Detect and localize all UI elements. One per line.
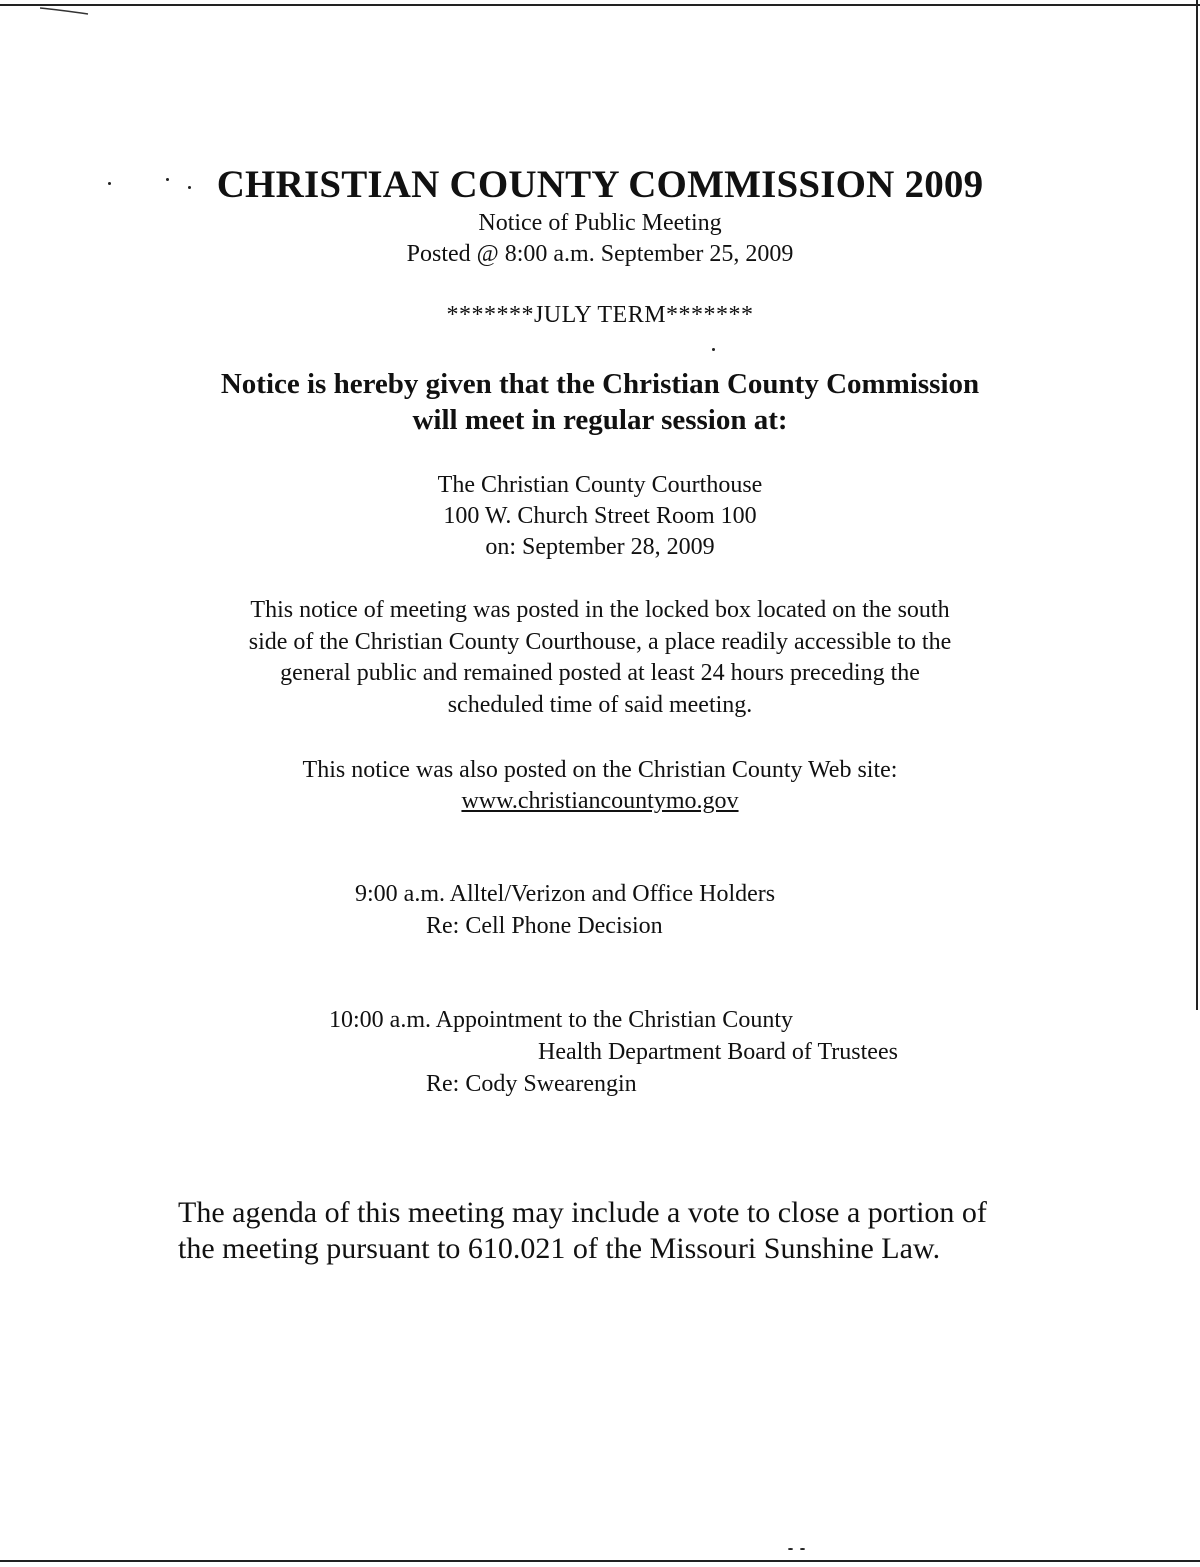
location-address: 100 W. Church Street Room 100 xyxy=(443,503,757,529)
notice-line-1: Notice is hereby given that the Christian County Commission xyxy=(220,368,980,400)
document-title: CHRISTIAN COUNTY COMMISSION 2009 xyxy=(216,163,984,206)
posting-line-3: general public and remained posted at least 24 hours preceding the xyxy=(280,660,920,686)
scan-artifact-curl xyxy=(40,6,90,16)
website-link[interactable]: www.christiancountymo.gov xyxy=(461,788,739,814)
posting-line-1: This notice of meeting was posted in the locked box located on the south xyxy=(250,597,950,623)
posted-timestamp: Posted @ 8:00 a.m. September 25, 2009 xyxy=(406,241,794,267)
posting-line-4: scheduled time of said meeting. xyxy=(447,692,753,718)
closing-line-2: the meeting pursuant to 610.021 of the Missouri Sunshine Law. xyxy=(178,1232,941,1265)
scan-speck xyxy=(800,1548,805,1550)
notice-line-2: will meet in regular session at: xyxy=(412,404,788,436)
scan-speck xyxy=(712,348,715,351)
agenda-item-2-re: Re: Cody Swearengin xyxy=(426,1071,637,1097)
scan-edge-bottom xyxy=(0,1560,1200,1562)
agenda-item-1-time: 9:00 a.m. Alltel/Verizon and Office Holders xyxy=(355,881,776,907)
web-notice-line: This notice was also posted on the Christian County Web site: xyxy=(302,757,898,783)
agenda-item-2-time: 10:00 a.m. Appointment to the Christian County xyxy=(329,1007,793,1033)
meeting-date: on: September 28, 2009 xyxy=(485,534,715,560)
agenda-item-1-re: Re: Cell Phone Decision xyxy=(426,913,663,939)
location-place: The Christian County Courthouse xyxy=(437,472,763,498)
document-subtitle: Notice of Public Meeting xyxy=(478,210,722,236)
closing-line-1: The agenda of this meeting may include a vote to close a portion of xyxy=(178,1196,987,1229)
scan-edge-top xyxy=(0,4,1200,6)
posting-line-2: side of the Christian County Courthouse, a place readily accessible to the xyxy=(248,629,952,655)
term-label: *******JULY TERM******* xyxy=(446,302,754,328)
scan-speck xyxy=(788,1548,793,1550)
closing-statement xyxy=(178,1195,987,1267)
agenda-item-2-continued: Health Department Board of Trustees xyxy=(538,1039,898,1065)
